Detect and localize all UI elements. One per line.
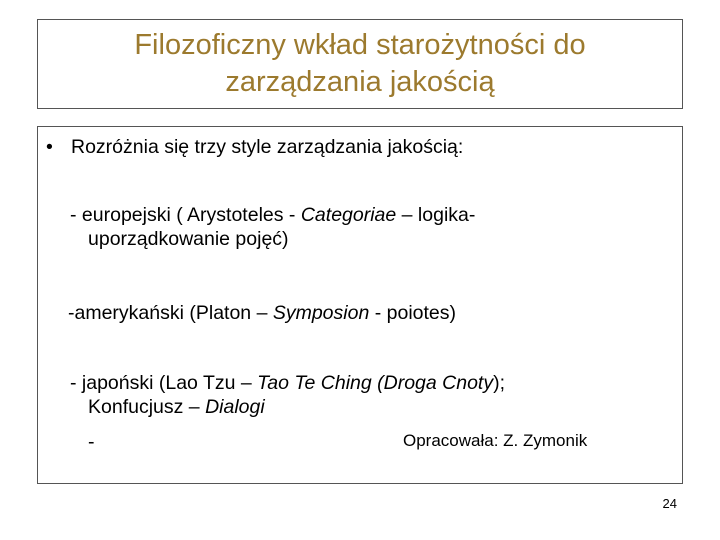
european-work: Categoriae	[300, 204, 397, 226]
bullet-marker: •	[46, 136, 53, 158]
european-suffix: – logika-	[396, 204, 476, 226]
japanese-suffix: );	[493, 372, 506, 394]
american-work: Symposion	[272, 302, 370, 324]
japanese-cont	[70, 395, 505, 419]
style-american	[68, 301, 456, 325]
american-suffix: - poiotes)	[369, 302, 456, 324]
page-number: 24	[662, 496, 677, 511]
american-prefix: -amerykański (Platon –	[68, 302, 273, 324]
trailing-dash: -	[88, 431, 95, 453]
japanese-cont-work: Dialogi	[205, 396, 265, 418]
title-box	[37, 19, 683, 109]
slide-title-line-2: zarządzania jakością	[225, 66, 495, 98]
author-credit: Opracowała: Z. Zymonik	[403, 431, 588, 450]
content-box	[37, 126, 683, 484]
japanese-cont-prefix: Konfucjusz –	[88, 396, 206, 418]
bullet-intro	[46, 135, 463, 159]
slide-title-line-1: Filozoficzny wkład starożytności do	[134, 29, 586, 61]
japanese-work: Tao Te Ching (Droga Cnoty	[257, 372, 494, 394]
european-prefix: - europejski ( Arystoteles -	[70, 204, 301, 226]
european-cont: uporządkowanie pojęć)	[88, 228, 289, 250]
bullet-text: Rozróżnia się trzy style zarządzania jakością:	[71, 136, 464, 158]
style-european	[70, 203, 475, 251]
japanese-prefix: - japoński (Lao Tzu –	[70, 372, 258, 394]
style-japanese	[70, 371, 505, 419]
